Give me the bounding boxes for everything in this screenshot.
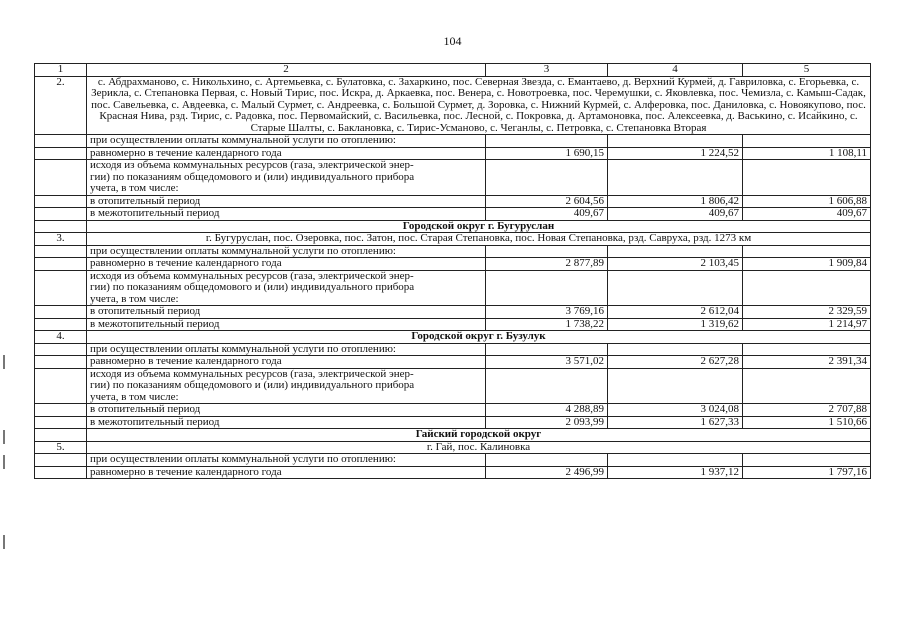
column-number: 5 [743, 64, 871, 77]
table-row [35, 404, 871, 417]
rate-value: 1 108,11 [743, 147, 871, 160]
table-row [35, 135, 871, 148]
rate-value: 3 571,02 [486, 356, 608, 369]
table-row [35, 466, 871, 479]
table-row [35, 454, 871, 467]
heating-payment-label: при осуществлении оплаты коммунальной услуги по отоплению: [87, 245, 486, 258]
rate-value: 1 606,88 [743, 195, 871, 208]
table-row [35, 318, 871, 331]
rate-value: 2 093,99 [486, 416, 608, 429]
rate-value: 1 224,52 [608, 147, 743, 160]
settlement-row [35, 76, 871, 135]
heating-period-label: в отопительный период [87, 404, 486, 417]
settlement-row [35, 441, 871, 454]
margin-mark [3, 355, 5, 369]
rate-value: 409,67 [486, 208, 608, 221]
rate-value: 3 024,08 [608, 404, 743, 417]
settlement-list: с. Абдрахманово, с. Никольхино, с. Артемьевка, с. Булатовка, с. Захаркино, пос. Северная Звезда, с. Емантаево, д. Верхний Курмей, д. Гавриловка, с. Егорьевка, с. Зерикла, с. Степановка Первая, с. Новый Тирис, пос. Искра, д. Аркаевка, пос. Венера, с. Новотроевка, пос. Черемушки, с. Яковлевка, пос. Чемизла, с. Камыш-Садак, пос. Савельевка, с. Авдеевка, с. Малый Сурмет, с. Андреевка, с. Большой Сурмет, д. Зоровка, с. Нижний Курмей, с. Алферовка, пос. Даниловка, с. Новоякупово, пос. Красная Нива, рзд. Тирис, с. Радовка, пос. Первомайский, с. Васильевка, пос. Лесной, с. Покровка, д. Артамоновка, пос. Алексеевка, д. Васькино, с. Исайкино, с. Старые Шалты, с. Баклановка, с. Тирис-Усманово, с. Чеганлы, с. Петровка, с. Степановка Вторая [87, 76, 871, 135]
rate-value: 2 103,45 [608, 258, 743, 271]
rate-value: 1 738,22 [486, 318, 608, 331]
section-heading-row [35, 220, 871, 233]
meter-based-label: исходя из объема коммунальных ресурсов (газа, электрической энер- гии) по показаниям общедомового и (или) индивидуального прибора учета, в том числе: [87, 368, 486, 404]
rate-value: 4 288,89 [486, 404, 608, 417]
heating-payment-label: при осуществлении оплаты коммунальной услуги по отоплению: [87, 343, 486, 356]
page-number: 104 [443, 34, 462, 48]
rate-value: 2 707,88 [743, 404, 871, 417]
section-heading: Гайский городской округ [87, 429, 871, 442]
column-number: 4 [608, 64, 743, 77]
rate-value: 2 612,04 [608, 306, 743, 319]
rate-value: 1 214,97 [743, 318, 871, 331]
settlement-list: г. Бугуруслан, пос. Озеровка, пос. Затон, пос. Старая Степановка, пос. Новая Степановка, рзд. Савруха, рзд. 1273 км [87, 233, 871, 246]
column-number: 1 [35, 64, 87, 77]
rate-value: 1 806,42 [608, 195, 743, 208]
heating-period-label: в отопительный период [87, 195, 486, 208]
uniform-label: равномерно в течение календарного года [87, 466, 486, 479]
table-row [35, 270, 871, 306]
section-heading-row [35, 331, 871, 344]
uniform-label: равномерно в течение календарного года [87, 258, 486, 271]
table-row [35, 147, 871, 160]
table-row [35, 356, 871, 369]
rate-value: 2 391,34 [743, 356, 871, 369]
rate-value: 3 769,16 [486, 306, 608, 319]
rate-value: 2 329,59 [743, 306, 871, 319]
off-period-label: в межотопительный период [87, 318, 486, 331]
meter-based-label: исходя из объема коммунальных ресурсов (газа, электрической энер- гии) по показаниям общедомового и (или) индивидуального прибора учета, в том числе: [87, 160, 486, 196]
tariff-table [34, 63, 871, 479]
column-number-row [35, 64, 871, 77]
settlement-row [35, 233, 871, 246]
table-row [35, 343, 871, 356]
settlement-list: г. Гай, пос. Калиновка [87, 441, 871, 454]
rate-value: 1 909,84 [743, 258, 871, 271]
uniform-label: равномерно в течение календарного года [87, 147, 486, 160]
column-number: 2 [87, 64, 486, 77]
rate-value: 2 496,99 [486, 466, 608, 479]
table-row [35, 306, 871, 319]
meter-based-label: исходя из объема коммунальных ресурсов (газа, электрической энер- гии) по показаниям общедомового и (или) индивидуального прибора учета, в том числе: [87, 270, 486, 306]
margin-mark [3, 455, 5, 469]
rate-value: 1 319,62 [608, 318, 743, 331]
rate-value: 1 937,12 [608, 466, 743, 479]
table-row [35, 368, 871, 404]
rate-value: 409,67 [608, 208, 743, 221]
row-number: 2. [35, 76, 87, 135]
table-row [35, 195, 871, 208]
table-row [35, 245, 871, 258]
row-number: 4. [35, 331, 87, 344]
rate-value: 1 627,33 [608, 416, 743, 429]
section-heading-row [35, 429, 871, 442]
table-row [35, 160, 871, 196]
table-row [35, 416, 871, 429]
rate-value: 1 690,15 [486, 147, 608, 160]
rate-value: 1 797,16 [743, 466, 871, 479]
margin-mark [3, 430, 5, 444]
table-row [35, 208, 871, 221]
rate-value: 409,67 [743, 208, 871, 221]
column-number: 3 [486, 64, 608, 77]
row-number: 3. [35, 233, 87, 246]
off-period-label: в межотопительный период [87, 208, 486, 221]
heating-payment-label: при осуществлении оплаты коммунальной услуги по отоплению: [87, 454, 486, 467]
margin-mark [3, 535, 5, 549]
table-row [35, 258, 871, 271]
off-period-label: в межотопительный период [87, 416, 486, 429]
heating-period-label: в отопительный период [87, 306, 486, 319]
uniform-label: равномерно в течение календарного года [87, 356, 486, 369]
section-heading: Городской округ г. Бугуруслан [87, 220, 871, 233]
rate-value: 2 877,89 [486, 258, 608, 271]
rate-value: 1 510,66 [743, 416, 871, 429]
rate-value: 2 627,28 [608, 356, 743, 369]
heating-payment-label: при осуществлении оплаты коммунальной услуги по отоплению: [87, 135, 486, 148]
section-heading: Городской округ г. Бузулук [87, 331, 871, 344]
rate-value: 2 604,56 [486, 195, 608, 208]
row-number: 5. [35, 441, 87, 454]
